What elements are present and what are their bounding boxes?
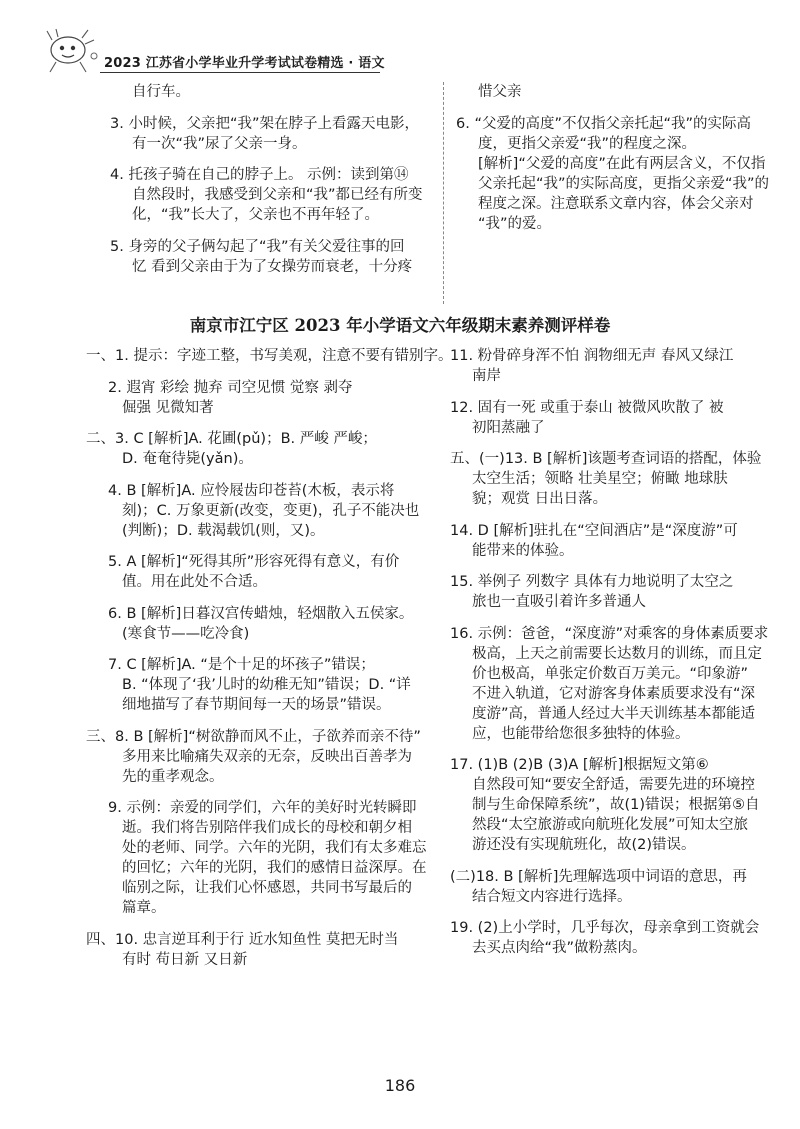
answer-line: 结合短文内容进行选择。	[472, 888, 632, 905]
answer-line: 6. “父爱的高度”不仅指父亲托起“我”的实际高	[456, 115, 751, 132]
answer-line: B. “体现了‘我’儿时的幼稚无知”错误；D. “详	[122, 677, 411, 693]
answer-line: 自然段可知“要安全舒适，需要先进的环境控	[472, 777, 756, 793]
answer-line: 有一次“我”尿了父亲一身。	[132, 135, 307, 152]
answer-line: 极高，上天之前需要长达数月的训练，而且定	[472, 645, 762, 662]
answer-line: 4. B [解析]A. 应怜屐齿印苍苔(木板，表示将	[108, 482, 395, 499]
answer-line: 临别之际，让我们心怀感恩，共同书写最后的	[122, 880, 412, 896]
answer-line: 倔强 见微知著	[122, 399, 214, 416]
item-gap	[86, 418, 438, 430]
item-gap	[86, 644, 438, 656]
item-gap	[450, 907, 760, 919]
answer-line: 太空生活；领略 壮美星空；俯瞰 地球肤	[472, 471, 728, 487]
answer-line: 二、3. C [解析]A. 花圃(pǔ)；B. 严峻 严峻；	[86, 431, 377, 447]
answer-line: 19. (2)上小学时，几乎每次，母亲拿到工资就会	[450, 920, 760, 936]
item-gap	[110, 102, 438, 114]
answer-line: 逝。我们将告别陪伴我们成长的母校和朝夕相	[122, 820, 412, 836]
top-right-column	[456, 82, 770, 234]
answer-line: [解析]“父爱的高度”在此有两层含义，不仅指	[478, 155, 766, 172]
item-gap	[450, 744, 760, 756]
answer-line: “我”的爱。	[478, 215, 552, 232]
answer-line: (判断)；D. 载渴载饥(则，又)。	[122, 522, 325, 539]
answer-line: 自然段时，我感受到父亲和“我”都已经有所变	[132, 187, 423, 203]
answer-line: 去买点肉给“我”做粉蒸肉。	[472, 940, 647, 956]
answer-line: 15. 举例子 列数字 具体有力地说明了太空之	[450, 574, 734, 590]
answer-line: 刻)；C. 万象更新(改变，变更)，孔子不能决也	[122, 502, 420, 519]
item-gap	[450, 561, 760, 573]
answer-line: 的回忆；六年的光阴，我们的感情日益深厚。在	[122, 860, 427, 876]
answer-line: 价也极高，单张定价数百万美元。“印象游”	[472, 665, 749, 682]
item-gap	[86, 541, 438, 553]
answer-line: 9. 示例：亲爱的同学们，六年的美好时光转瞬即	[108, 800, 417, 816]
answer-line: 惜父亲	[478, 84, 522, 100]
item-gap	[110, 154, 438, 166]
answer-line: 四、10. 忠言逆耳利于行 近水知鱼性 莫把无时当	[86, 931, 399, 948]
page-number: 186	[384, 1076, 416, 1095]
answer-line: D. 奄奄待毙(yǎn)。	[122, 451, 253, 467]
item-gap	[110, 225, 438, 237]
answer-line: 化，“我”长大了，父亲也不再年轻了。	[132, 207, 380, 223]
answer-line: 一、1. 提示：字迹工整，书写美观，注意不要有错别字。	[86, 348, 453, 364]
answer-line: 有时 苟日新 又日新	[122, 951, 248, 968]
answer-line: 先的重孝观念。	[122, 768, 224, 785]
item-gap	[450, 612, 760, 624]
answer-line: 11. 粉骨碎身浑不怕 润物细无声 春风又绿江	[450, 348, 734, 364]
header-title: 2023 江苏省小学毕业升学考试试卷精选 · 语文	[104, 56, 385, 71]
header-underline	[100, 72, 380, 73]
answer-line: 五、(一)13. B [解析]该题考查词语的搭配，体验	[450, 451, 762, 467]
answer-line: 父亲托起“我”的实际高度，更指父亲爱“我”的	[478, 175, 770, 192]
answer-line: 值。用在此处不合适。	[122, 574, 267, 590]
answer-line: 程度之深。注意联系文章内容，体会父亲对	[478, 195, 754, 212]
answer-line: 制与生命保障系统”，故(1)错误；根据第⑤自	[472, 797, 760, 813]
answer-line: 游还没有实现航班化，故(2)错误。	[472, 837, 696, 853]
answer-line: 17. (1)B (2)B (3)A [解析]根据短文第⑥	[450, 757, 709, 773]
answer-line: 4. 托孩子骑在自己的脖子上。 示例：读到第⑭	[110, 167, 409, 183]
answer-line: 3. 小时候，父亲把“我”架在脖子上看露天电影，	[110, 115, 419, 132]
answer-line: 初阳蒸融了	[472, 419, 545, 436]
item-gap	[86, 715, 438, 727]
item-gap	[450, 509, 760, 521]
item-gap	[86, 918, 438, 930]
answer-line: 自行车。	[132, 84, 190, 100]
answer-line: 不进入轨道，它对游客身体素质要求没有“深	[472, 685, 756, 702]
section-title: 南京市江宁区 2023 年小学语文六年级期末素养测评样卷	[189, 316, 611, 335]
item-gap	[86, 469, 438, 481]
answer-line: 6. B [解析]日暮汉宫传蜡烛，轻烟散入五侯家。	[108, 605, 414, 622]
answer-line: 忆 看到父亲由于为了女操劳而衰老，十分疼	[132, 258, 413, 275]
answer-line: 应，也能带给您很多独特的体验。	[472, 725, 690, 742]
answer-line: (寒食节——吃冷食)	[122, 625, 250, 642]
right-answer-column	[450, 346, 769, 958]
answer-line: 三、8. B [解析]“树欲静而风不止，子欲养而亲不待”	[86, 728, 421, 745]
answer-line: 2. 遐宵 彩绘 抛弃 司空见惯 觉察 剥夺	[108, 379, 353, 396]
item-gap	[86, 592, 438, 604]
item-gap	[86, 366, 438, 378]
answer-line: 7. C [解析]A. “是个十足的坏孩子”错误；	[108, 657, 375, 673]
item-gap	[450, 438, 760, 450]
left-answer-column	[86, 346, 453, 970]
answer-line: 5. A [解析]“死得其所”形容死得有意义，有价	[108, 554, 400, 570]
item-gap	[450, 386, 760, 398]
answer-line: 南岸	[472, 368, 501, 384]
answer-line: 能带来的体验。	[472, 542, 574, 559]
answer-line: 处的老师、同学。六年的光阴，我们有太多难忘	[122, 840, 427, 856]
item-gap	[456, 102, 756, 114]
answer-line: 度游”高，普通人经过大半天训练基本都能适	[472, 705, 756, 722]
answer-line: 细地描写了春节期间每一天的场景”错误。	[122, 697, 391, 713]
answer-line: 貌；观赏 日出日落。	[472, 491, 608, 507]
answer-line: 度，更指父亲爱“我”的程度之深。	[478, 135, 697, 152]
answer-line: 14. D [解析]驻扎在“空间酒店”是“深度游”可	[450, 522, 738, 539]
mascot-logo-icon	[38, 26, 102, 76]
answer-line: 5. 身旁的父子俩勾起了“我”有关父爱往事的回	[110, 238, 405, 255]
top-left-column	[110, 82, 438, 277]
item-gap	[450, 855, 760, 867]
answer-line: 篇章。	[122, 900, 166, 916]
column-divider	[443, 82, 444, 304]
answer-line: 旅也一直吸引着许多普通人	[472, 594, 646, 610]
answer-line: (二)18. B [解析]先理解选项中词语的意思，再	[450, 868, 747, 885]
answer-line: 16. 示例：爸爸，“深度游”对乘客的身体素质要求	[450, 625, 769, 642]
answer-line: 然段“太空旅游或向航班化发展”可知太空旅	[472, 817, 749, 833]
answer-line: 12. 固有一死 或重于泰山 被微风吹散了 被	[450, 399, 724, 416]
item-gap	[86, 787, 438, 799]
answer-line: 多用来比喻痛失双亲的无奈，反映出百善孝为	[122, 748, 412, 765]
